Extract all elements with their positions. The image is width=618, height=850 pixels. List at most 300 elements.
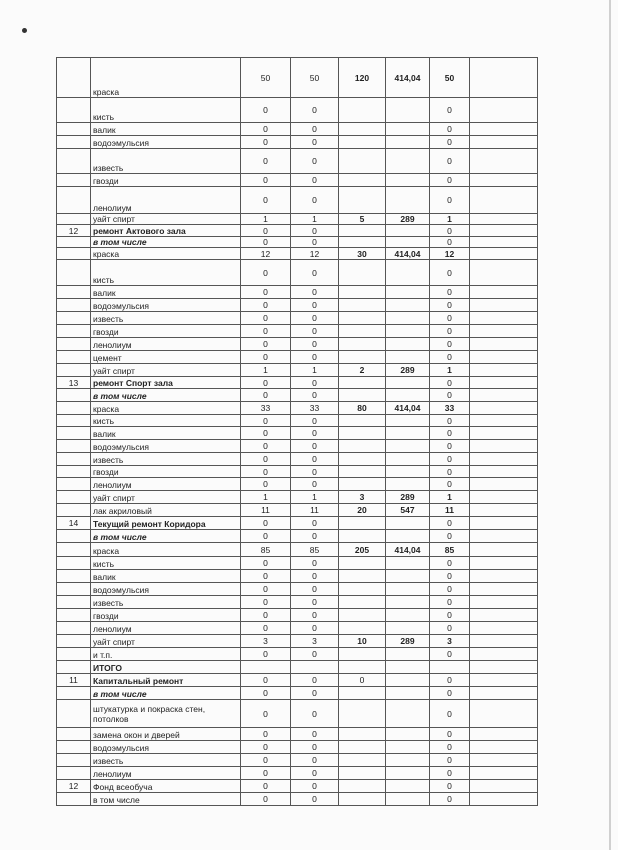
cell-v1: 0	[241, 299, 291, 312]
cell-v5: 0	[430, 700, 470, 728]
cell-name: кисть	[91, 415, 241, 427]
table-row	[57, 98, 538, 123]
cell-v6	[470, 312, 538, 325]
cell-v5: 0	[430, 767, 470, 780]
cell-no	[57, 583, 91, 596]
cell-v5: 12	[430, 248, 470, 260]
cell-name: известь	[91, 453, 241, 466]
table-row	[57, 402, 538, 415]
cell-v1: 0	[241, 260, 291, 286]
table-row	[57, 123, 538, 136]
cell-v3: 0	[339, 674, 386, 687]
cell-v6	[470, 504, 538, 517]
cell-v4	[386, 299, 430, 312]
cell-name: гвозди	[91, 466, 241, 478]
cell-v3	[339, 299, 386, 312]
table-row	[57, 440, 538, 453]
table-row	[57, 754, 538, 767]
cell-v6	[470, 377, 538, 389]
cell-v2: 0	[291, 286, 339, 299]
cell-name: краска	[91, 248, 241, 260]
cell-v5: 85	[430, 543, 470, 557]
table-row	[57, 248, 538, 260]
cell-no	[57, 440, 91, 453]
cell-no	[57, 237, 91, 248]
cell-v4	[386, 609, 430, 622]
cell-no	[57, 389, 91, 402]
cell-v4	[386, 440, 430, 453]
cell-v1: 0	[241, 674, 291, 687]
cell-v5: 0	[430, 299, 470, 312]
cell-v6	[470, 635, 538, 648]
cell-v4	[386, 661, 430, 674]
cell-v2: 0	[291, 123, 339, 136]
cell-v2: 0	[291, 596, 339, 609]
table-row	[57, 312, 538, 325]
cell-v2: 0	[291, 136, 339, 149]
cell-v5: 0	[430, 609, 470, 622]
cell-v5: 0	[430, 478, 470, 491]
cell-name: в том числе	[91, 793, 241, 806]
cell-v1: 0	[241, 453, 291, 466]
cell-no	[57, 596, 91, 609]
cell-v3	[339, 648, 386, 661]
table-row	[57, 570, 538, 583]
cell-name: кисть	[91, 260, 241, 286]
cell-v2: 0	[291, 674, 339, 687]
cell-name: известь	[91, 754, 241, 767]
table-row	[57, 299, 538, 312]
cell-v6	[470, 214, 538, 225]
cell-v3	[339, 557, 386, 570]
cell-v1: 0	[241, 237, 291, 248]
cell-v5: 0	[430, 427, 470, 440]
cell-v3: 20	[339, 504, 386, 517]
cell-name: гвозди	[91, 174, 241, 187]
cell-v1: 0	[241, 427, 291, 440]
cell-name: известь	[91, 596, 241, 609]
cell-no	[57, 504, 91, 517]
cell-no	[57, 661, 91, 674]
cell-v3	[339, 478, 386, 491]
cell-v2: 0	[291, 312, 339, 325]
cell-name: уайт спирт	[91, 491, 241, 504]
cell-v1: 0	[241, 136, 291, 149]
cell-name: ленолиум	[91, 187, 241, 214]
cell-v1: 33	[241, 402, 291, 415]
cell-v6	[470, 728, 538, 741]
cell-v6	[470, 741, 538, 754]
cell-v1: 0	[241, 728, 291, 741]
cell-v6	[470, 325, 538, 338]
cell-v1	[241, 661, 291, 674]
cell-v3	[339, 312, 386, 325]
cell-name: краска	[91, 58, 241, 98]
cell-v5: 0	[430, 530, 470, 543]
cell-v4	[386, 530, 430, 543]
cell-no	[57, 136, 91, 149]
cell-v4	[386, 700, 430, 728]
cell-v4	[386, 149, 430, 174]
table-row	[57, 466, 538, 478]
table-row	[57, 609, 538, 622]
cell-no: 11	[57, 674, 91, 687]
cell-v3	[339, 741, 386, 754]
cell-v2: 0	[291, 440, 339, 453]
cell-v3: 205	[339, 543, 386, 557]
cell-no	[57, 214, 91, 225]
cell-v5: 0	[430, 325, 470, 338]
cell-name: цемент	[91, 351, 241, 364]
cell-v4	[386, 123, 430, 136]
cell-no	[57, 687, 91, 700]
cell-no	[57, 325, 91, 338]
cell-v4	[386, 338, 430, 351]
cell-name: ленолиум	[91, 767, 241, 780]
table-row	[57, 174, 538, 187]
cell-v6	[470, 389, 538, 402]
cell-v2: 0	[291, 225, 339, 237]
cell-v3: 120	[339, 58, 386, 98]
cell-name: водоэмульсия	[91, 136, 241, 149]
cell-v5: 0	[430, 583, 470, 596]
cell-v1: 0	[241, 389, 291, 402]
cell-v4	[386, 478, 430, 491]
cell-v3	[339, 98, 386, 123]
cell-v2	[291, 661, 339, 674]
table-row	[57, 687, 538, 700]
cell-v6	[470, 609, 538, 622]
cell-v4	[386, 583, 430, 596]
cell-v6	[470, 530, 538, 543]
cell-v6	[470, 174, 538, 187]
cell-v3	[339, 700, 386, 728]
cell-no	[57, 174, 91, 187]
cell-v6	[470, 570, 538, 583]
cell-v6	[470, 687, 538, 700]
cell-name: и т.п.	[91, 648, 241, 661]
cell-v2: 0	[291, 478, 339, 491]
cell-v3	[339, 609, 386, 622]
cell-v1: 12	[241, 248, 291, 260]
cell-no	[57, 123, 91, 136]
cell-name: краска	[91, 543, 241, 557]
table-row	[57, 700, 538, 728]
cell-v2: 0	[291, 389, 339, 402]
table-row	[57, 377, 538, 389]
cell-name: Капитальный ремонт	[91, 674, 241, 687]
cell-v5: 0	[430, 351, 470, 364]
cell-name: гвозди	[91, 325, 241, 338]
cell-v6	[470, 466, 538, 478]
cell-v4	[386, 237, 430, 248]
cell-v2: 33	[291, 402, 339, 415]
table-row	[57, 596, 538, 609]
cell-v2: 0	[291, 237, 339, 248]
cell-name: известь	[91, 149, 241, 174]
cell-no	[57, 427, 91, 440]
cell-v1: 0	[241, 648, 291, 661]
cell-v5: 0	[430, 557, 470, 570]
cell-v3	[339, 440, 386, 453]
cell-v2: 0	[291, 609, 339, 622]
cell-v5: 3	[430, 635, 470, 648]
cell-name: уайт спирт	[91, 635, 241, 648]
cell-v4	[386, 136, 430, 149]
cell-v3	[339, 123, 386, 136]
table-row	[57, 260, 538, 286]
cell-v3	[339, 780, 386, 793]
cell-name: уайт спирт	[91, 364, 241, 377]
cell-v3	[339, 767, 386, 780]
cell-v1: 0	[241, 187, 291, 214]
cell-v1: 0	[241, 557, 291, 570]
cell-v3	[339, 687, 386, 700]
cell-v2: 0	[291, 780, 339, 793]
cell-v2: 0	[291, 174, 339, 187]
table-row	[57, 517, 538, 530]
cell-v2: 0	[291, 793, 339, 806]
budget-table	[56, 57, 538, 806]
cell-v1: 0	[241, 466, 291, 478]
cell-v1: 0	[241, 312, 291, 325]
cell-name: кисть	[91, 557, 241, 570]
cell-no	[57, 530, 91, 543]
cell-name: ленолиум	[91, 622, 241, 635]
table-row	[57, 427, 538, 440]
cell-v3: 2	[339, 364, 386, 377]
cell-v2: 1	[291, 214, 339, 225]
cell-v2: 0	[291, 622, 339, 635]
cell-v2: 0	[291, 648, 339, 661]
cell-no	[57, 635, 91, 648]
cell-no	[57, 557, 91, 570]
cell-v6	[470, 622, 538, 635]
cell-name: уайт спирт	[91, 214, 241, 225]
cell-v4	[386, 557, 430, 570]
cell-v5: 0	[430, 780, 470, 793]
cell-v6	[470, 491, 538, 504]
table-row	[57, 622, 538, 635]
cell-v2: 0	[291, 299, 339, 312]
cell-v6	[470, 248, 538, 260]
cell-v3	[339, 517, 386, 530]
table-row	[57, 543, 538, 557]
cell-v4	[386, 466, 430, 478]
cell-v2: 0	[291, 530, 339, 543]
table-row	[57, 491, 538, 504]
cell-v1: 0	[241, 609, 291, 622]
cell-v5: 0	[430, 674, 470, 687]
cell-v4: 414,04	[386, 248, 430, 260]
cell-v3	[339, 427, 386, 440]
cell-v2: 1	[291, 491, 339, 504]
cell-v4: 414,04	[386, 543, 430, 557]
cell-v3	[339, 187, 386, 214]
cell-no	[57, 312, 91, 325]
cell-name: известь	[91, 312, 241, 325]
cell-v6	[470, 351, 538, 364]
cell-v1: 0	[241, 174, 291, 187]
cell-name: кисть	[91, 98, 241, 123]
cell-v3	[339, 530, 386, 543]
cell-v5: 0	[430, 149, 470, 174]
cell-v4	[386, 596, 430, 609]
cell-no	[57, 58, 91, 98]
cell-v4	[386, 351, 430, 364]
cell-v3: 80	[339, 402, 386, 415]
cell-v4: 289	[386, 491, 430, 504]
cell-v3	[339, 149, 386, 174]
cell-v5: 0	[430, 687, 470, 700]
cell-v1: 1	[241, 214, 291, 225]
cell-no	[57, 728, 91, 741]
cell-v2: 0	[291, 767, 339, 780]
cell-v3	[339, 351, 386, 364]
table-row	[57, 187, 538, 214]
cell-v6	[470, 136, 538, 149]
cell-v4	[386, 767, 430, 780]
cell-v6	[470, 338, 538, 351]
cell-v6	[470, 402, 538, 415]
cell-v4: 289	[386, 635, 430, 648]
cell-v2: 11	[291, 504, 339, 517]
cell-v1: 0	[241, 123, 291, 136]
cell-v5: 0	[430, 622, 470, 635]
cell-v1: 0	[241, 325, 291, 338]
cell-v5: 1	[430, 491, 470, 504]
table-row	[57, 530, 538, 543]
table-row	[57, 767, 538, 780]
cell-v1: 1	[241, 491, 291, 504]
cell-v1: 1	[241, 364, 291, 377]
cell-no	[57, 299, 91, 312]
table-row	[57, 557, 538, 570]
cell-v5: 0	[430, 123, 470, 136]
table-row	[57, 415, 538, 427]
cell-v5: 33	[430, 402, 470, 415]
cell-v6	[470, 583, 538, 596]
cell-v1: 0	[241, 793, 291, 806]
cell-v3	[339, 286, 386, 299]
cell-v2: 0	[291, 517, 339, 530]
cell-v3	[339, 136, 386, 149]
cell-v6	[470, 58, 538, 98]
cell-v6	[470, 299, 538, 312]
cell-v4	[386, 754, 430, 767]
cell-v2: 0	[291, 754, 339, 767]
cell-no: 12	[57, 780, 91, 793]
cell-name: штукатурка и покраска стен, потолков	[91, 700, 241, 728]
cell-v4	[386, 648, 430, 661]
cell-name: лак акриловый	[91, 504, 241, 517]
cell-name: валик	[91, 570, 241, 583]
cell-v5: 11	[430, 504, 470, 517]
cell-v6	[470, 754, 538, 767]
cell-v2: 1	[291, 364, 339, 377]
cell-name: валик	[91, 123, 241, 136]
cell-name: валик	[91, 427, 241, 440]
cell-v2: 0	[291, 98, 339, 123]
cell-v6	[470, 98, 538, 123]
cell-v2: 0	[291, 687, 339, 700]
cell-v3	[339, 453, 386, 466]
cell-v3	[339, 728, 386, 741]
cell-v2: 0	[291, 338, 339, 351]
cell-v1: 0	[241, 530, 291, 543]
cell-no	[57, 286, 91, 299]
cell-v5: 0	[430, 570, 470, 583]
cell-v2: 0	[291, 583, 339, 596]
table-row	[57, 793, 538, 806]
cell-name: Текущий ремонт Коридора	[91, 517, 241, 530]
cell-name: валик	[91, 286, 241, 299]
cell-v6	[470, 648, 538, 661]
cell-no	[57, 453, 91, 466]
cell-v4: 289	[386, 364, 430, 377]
cell-v4	[386, 622, 430, 635]
cell-v6	[470, 596, 538, 609]
cell-v1: 0	[241, 687, 291, 700]
cell-v1: 0	[241, 351, 291, 364]
cell-v5: 0	[430, 237, 470, 248]
cell-v1: 0	[241, 583, 291, 596]
cell-v1: 0	[241, 149, 291, 174]
cell-v5: 0	[430, 187, 470, 214]
cell-v5: 0	[430, 596, 470, 609]
cell-v3	[339, 466, 386, 478]
cell-name: краска	[91, 402, 241, 415]
cell-v2: 0	[291, 427, 339, 440]
cell-v2: 0	[291, 187, 339, 214]
cell-v3	[339, 174, 386, 187]
table-row	[57, 225, 538, 237]
cell-v2: 3	[291, 635, 339, 648]
cell-v6	[470, 767, 538, 780]
cell-v5: 0	[430, 225, 470, 237]
cell-v4: 414,04	[386, 402, 430, 415]
cell-no	[57, 622, 91, 635]
cell-v4: 289	[386, 214, 430, 225]
cell-v3	[339, 661, 386, 674]
cell-v3	[339, 583, 386, 596]
cell-v2: 0	[291, 570, 339, 583]
cell-v4	[386, 225, 430, 237]
cell-v1: 0	[241, 767, 291, 780]
cell-v4	[386, 793, 430, 806]
table-row	[57, 648, 538, 661]
table-row	[57, 661, 538, 674]
cell-v5: 0	[430, 728, 470, 741]
cell-no	[57, 402, 91, 415]
cell-v4: 547	[386, 504, 430, 517]
cell-v4	[386, 260, 430, 286]
cell-v6	[470, 557, 538, 570]
cell-v6	[470, 427, 538, 440]
cell-name: в том числе	[91, 237, 241, 248]
cell-name: водоэмульсия	[91, 299, 241, 312]
cell-name: ремонт Актового зала	[91, 225, 241, 237]
cell-v2: 0	[291, 453, 339, 466]
table-row	[57, 389, 538, 402]
cell-v3	[339, 237, 386, 248]
table-row	[57, 635, 538, 648]
cell-v1: 0	[241, 754, 291, 767]
table-row	[57, 136, 538, 149]
cell-v4	[386, 312, 430, 325]
table-row	[57, 674, 538, 687]
cell-v2: 0	[291, 415, 339, 427]
